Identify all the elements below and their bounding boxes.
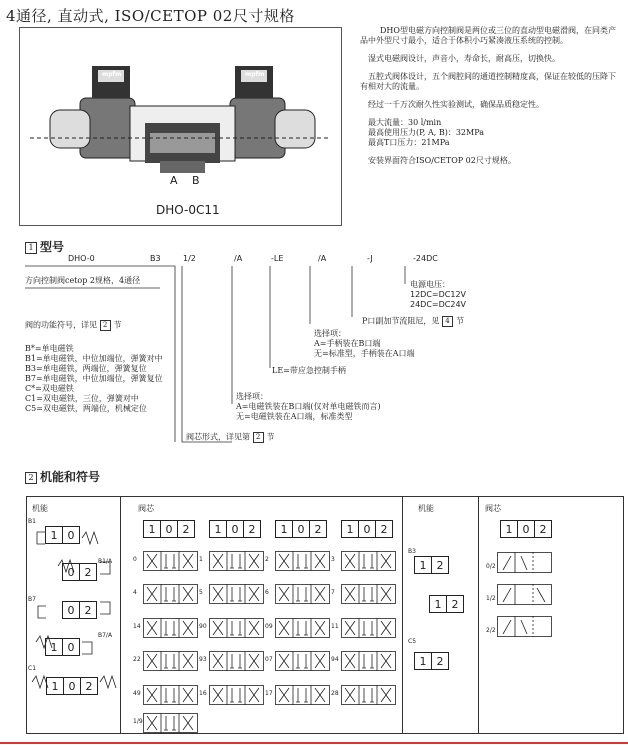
func-label-b1a: B1/A: [98, 558, 113, 565]
spool-code-label: 11: [331, 623, 339, 630]
digit-box: 0: [358, 520, 376, 538]
digit-box: 1: [46, 677, 64, 695]
right-spool-label: 1/2: [486, 595, 496, 602]
digit-box: 1: [143, 520, 161, 538]
bottom-rule: [0, 742, 628, 744]
valve-illustration: [20, 28, 341, 225]
spool-header-2: [209, 520, 260, 538]
digit-box: 1: [500, 520, 518, 538]
desc-function-text: 阀的功能符号，详见: [25, 320, 97, 330]
desc-series: 方向控制阀cetop 2规格，4通径: [25, 276, 141, 285]
digit-box: 2: [309, 520, 327, 538]
desc-function-num: 2: [100, 320, 111, 331]
spool-symbol: [341, 550, 397, 572]
digit-box: 2: [79, 563, 97, 581]
model-heading: [25, 238, 64, 255]
spool-code-label: 22: [133, 656, 141, 663]
spool-symbol: [341, 583, 397, 605]
spool-code-label: 16: [199, 690, 207, 697]
col-spool-label: 阀芯: [138, 504, 154, 513]
digit-box: 1: [275, 520, 293, 538]
desc-j: [362, 316, 464, 327]
digit-box: 2: [431, 652, 449, 670]
func-b3a-digits: [429, 595, 463, 613]
digit-box: 1: [429, 595, 447, 613]
digit-box: 1: [414, 652, 432, 670]
func-label-b3: B3: [408, 548, 416, 555]
spool-code-label: 94: [331, 656, 339, 663]
spool-symbol: [209, 583, 265, 605]
desc-spool-text: 阀芯形式，详见第: [186, 432, 250, 442]
spool-symbol: [341, 650, 397, 672]
digit-box: 1: [414, 556, 432, 574]
spool-code-label: 07: [265, 656, 273, 663]
digit-box: 2: [534, 520, 552, 538]
function-item: B1=单电磁铁，中位加端位，弹簧对中: [25, 354, 163, 363]
desc-paragraph-4: 经过一千万次耐久性实验测试，确保品质稳定性。: [368, 100, 544, 109]
symbols-heading-text: 机能和符号: [40, 470, 101, 484]
spool-symbol: [275, 583, 331, 605]
code-a2: /A: [318, 254, 327, 263]
function-item: B*=单电磁铁: [25, 344, 74, 353]
spool-code-label: 3: [331, 556, 335, 563]
spool-symbol: [143, 583, 199, 605]
symbols-heading: [25, 468, 100, 485]
code-j: -J: [367, 254, 373, 263]
digit-box: 2: [446, 595, 464, 613]
digit-box: 2: [79, 601, 97, 619]
spool-symbol: [341, 617, 397, 639]
digit-box: 0: [62, 526, 80, 544]
spool-code-label: 90: [199, 623, 207, 630]
desc-voltage-12: 12DC=DC12V: [410, 290, 467, 299]
symbols-heading-number: 2: [25, 472, 37, 484]
spool-symbol: [143, 650, 199, 672]
spool-symbol: [341, 684, 397, 706]
desc-paragraph-3: 五腔式阀体设计，五个阀腔间的通道控制精度高，保证在较低的压降下有相对大的流量。: [360, 72, 616, 91]
func-label-b7a: B7/A: [98, 632, 113, 639]
photo-caption: DHO-0C11: [156, 203, 220, 217]
desc-voltage: [410, 280, 466, 310]
spool-code-label: 93: [199, 656, 207, 663]
spool-symbol: [275, 684, 331, 706]
desc-handle-none: 无=标准型，手柄装在A口端: [314, 349, 415, 358]
function-item: C5=双电磁铁，两端位，机械定位: [25, 404, 147, 413]
function-item: C*=双电磁铁: [25, 384, 74, 393]
desc-coil-none: 无=电磁铁装在A口端，标准类型: [236, 412, 353, 421]
desc-paragraph-6: 安装界面符合ISO/CETOP 02尺寸规格。: [368, 156, 516, 165]
digit-box: 0: [292, 520, 310, 538]
digit-box: 2: [80, 677, 98, 695]
digit-box: 1: [341, 520, 359, 538]
spool-code-label: 0: [133, 556, 137, 563]
spool-symbol: [209, 650, 265, 672]
func-b3-digits: [414, 556, 448, 574]
spool-code-label: 4: [133, 589, 137, 596]
desc-paragraph-1: DHO型电磁方向控制阀是两位或三位的直动型电磁滑阀，在同类产品中外型尺寸最小，适合于体积小巧紧凑液压系统的控制。: [360, 26, 616, 45]
code-a1: /A: [234, 254, 243, 263]
col-spool2-label: 阀芯: [485, 504, 501, 513]
desc-coil: [236, 392, 381, 422]
desc-spool-num: 2: [253, 432, 264, 443]
desc-j-tail: 节: [455, 316, 464, 326]
digit-box: 2: [177, 520, 195, 538]
right-spool-label: 2/2: [486, 627, 496, 634]
right-spool-symbols: [497, 550, 557, 642]
spool-symbol: [275, 650, 331, 672]
desc-spool-tail: 节: [266, 432, 275, 442]
function-item: B3=单电磁铁，两端位，弹簧复位: [25, 364, 147, 373]
spool-symbol: [143, 617, 199, 639]
spool-code-label: 09: [265, 623, 273, 630]
description-block: [360, 26, 618, 166]
digit-box: 0: [62, 601, 80, 619]
spool-header-right: [500, 520, 551, 538]
spool-code-label: 6: [265, 589, 269, 596]
spool-code-label: 17: [265, 690, 273, 697]
code-dho: DHO-0: [68, 254, 95, 263]
port-a-label: A: [170, 174, 178, 187]
symbols-divider-2: [402, 496, 403, 734]
func-label-b7: B7: [28, 596, 36, 603]
spool-code-label: 14: [133, 623, 141, 630]
spool-code-label: 49: [133, 690, 141, 697]
desc-coil-a: A=电磁铁装在B口端(仅对单电磁铁而言): [236, 402, 381, 411]
desc-j-text: P口副加节流阻尼，见: [362, 316, 440, 326]
spool-symbol: [275, 550, 331, 572]
spool-symbol: [275, 617, 331, 639]
coil-label-right: mpfm: [245, 71, 265, 78]
func-label-b1: B1: [28, 518, 36, 525]
coil-label-left: mpfm: [102, 71, 122, 78]
digit-box: 0: [63, 677, 81, 695]
col-function2-label: 机能: [418, 504, 434, 513]
function-list: [25, 344, 175, 414]
digit-box: 0: [62, 563, 80, 581]
spool-header-3: [275, 520, 326, 538]
spool-symbol: [209, 550, 265, 572]
spool-symbol: [143, 550, 199, 572]
spool-code-label: 1/9: [133, 718, 143, 725]
desc-j-num: 4: [442, 316, 453, 327]
digit-box: 2: [431, 556, 449, 574]
func-label-c5: C5: [408, 638, 417, 645]
function-item: C1=双电磁铁，三位，弹簧对中: [25, 394, 139, 403]
spool-symbol: [143, 712, 199, 734]
digit-box: 0: [517, 520, 535, 538]
spool-symbol: [209, 684, 265, 706]
desc-handle-title: 选择项：: [314, 329, 346, 338]
desc-handle-a: A=手柄装在B口端: [314, 339, 381, 348]
digit-box: 0: [226, 520, 244, 538]
spool-code-label: 2: [265, 556, 269, 563]
symbols-divider-3: [478, 496, 479, 734]
digit-box: 2: [375, 520, 393, 538]
spool-code-label: 28: [331, 690, 339, 697]
code-voltage: -24DC: [413, 254, 438, 263]
digit-box: 0: [62, 638, 80, 656]
model-heading-text: 型号: [40, 240, 65, 254]
desc-function: [25, 320, 122, 331]
product-photo-frame: [19, 27, 342, 226]
desc-specs: 最大流量：30 l/min 最高使用压力(P, A, B)：32MPa 最高T口压力：21MPa: [368, 118, 484, 147]
desc-voltage-title: 电源电压：: [410, 280, 450, 289]
func-c5-digits: [414, 652, 448, 670]
function-item: B7=单电磁铁，中位加端位，弹簧复位: [25, 374, 163, 383]
page-title: 4通径, 直动式, ISO/CETOP 02尺寸规格: [6, 7, 295, 25]
desc-handle: [314, 329, 414, 359]
digit-box: 1: [209, 520, 227, 538]
code-half: 1/2: [183, 254, 196, 263]
desc-le: LE=带应急控制手柄: [272, 366, 346, 375]
func-label-c1: C1: [28, 665, 37, 672]
desc-spool: [186, 432, 275, 443]
col-function-label: 机能: [32, 504, 48, 513]
desc-coil-title: 选择项：: [236, 392, 268, 401]
desc-paragraph-2: 湿式电磁阀设计，声音小，寿命长，耐高压，切换快。: [368, 54, 560, 63]
port-b-label: B: [192, 174, 200, 187]
model-heading-number: 1: [25, 242, 37, 254]
spool-header-1: [143, 520, 194, 538]
spool-code-label: 7: [331, 589, 335, 596]
desc-voltage-24: 24DC=DC24V: [410, 300, 467, 309]
spool-header-4: [341, 520, 392, 538]
spool-symbol: [143, 684, 199, 706]
digit-box: 1: [45, 526, 63, 544]
desc-function-tail: 节: [113, 320, 122, 330]
spool-code-label: 1: [199, 556, 203, 563]
digit-box: 0: [160, 520, 178, 538]
digit-box: 2: [243, 520, 261, 538]
symbols-divider-1: [120, 496, 121, 734]
digit-box: 1: [45, 638, 63, 656]
spool-symbol: [209, 617, 265, 639]
code-le: -LE: [271, 254, 284, 263]
left-function-springs: [28, 520, 120, 710]
spool-code-label: 5: [199, 589, 203, 596]
right-spool-label: 0/2: [486, 563, 496, 570]
code-b3: B3: [150, 254, 161, 263]
